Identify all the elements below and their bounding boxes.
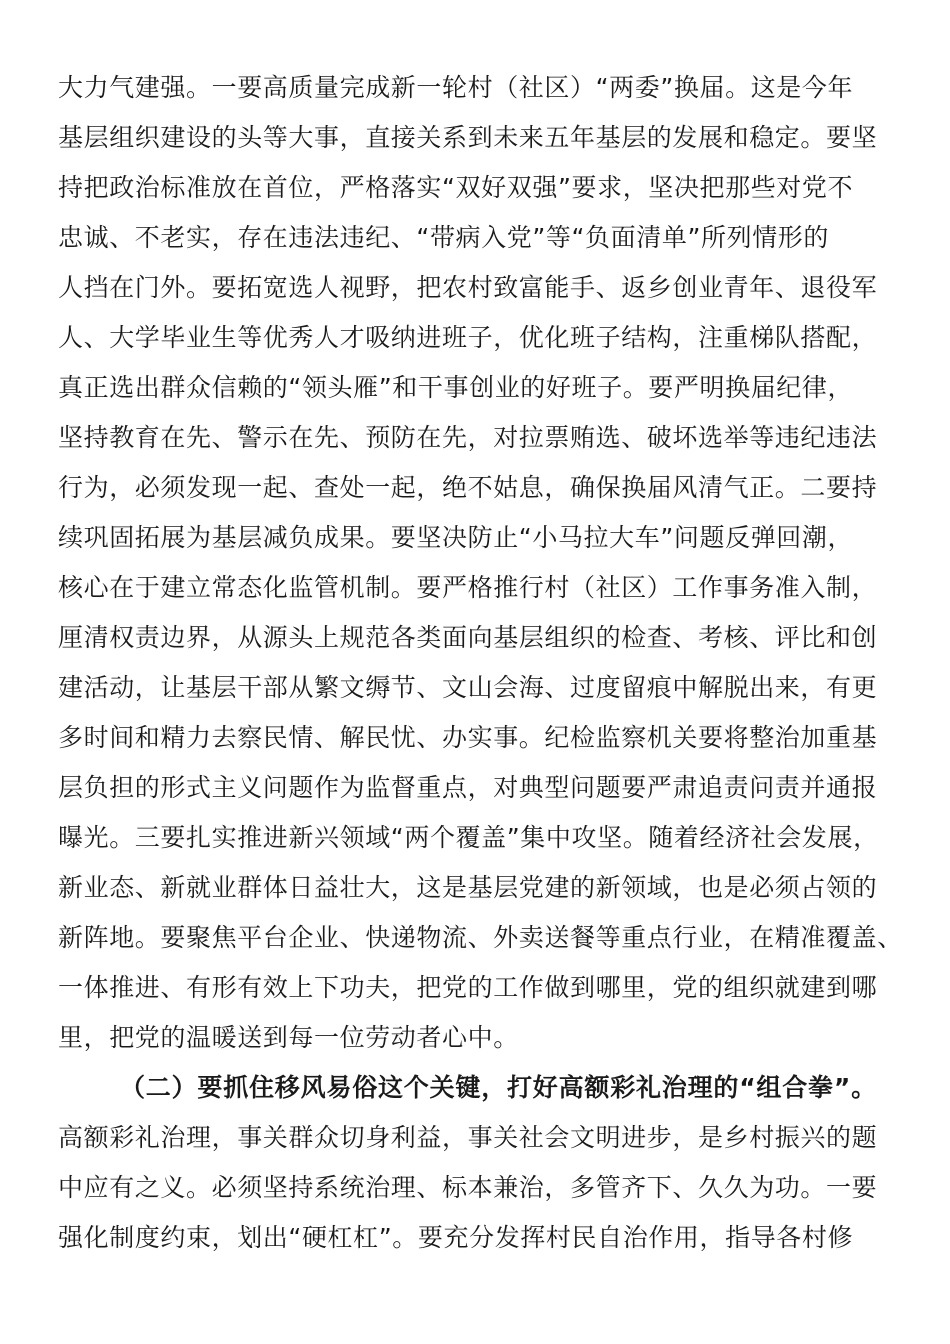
body-line-20: 里，把党的温暖送到每一位劳动者心中。 (58, 1023, 519, 1052)
body-line-15: 层负担的形式主义问题作为监督重点，对典型问题要严肃追责问责并通报 (58, 773, 878, 802)
body-line-10: 续巩固拓展为基层减负成果。要坚决防止“小马拉大车”问题反弹回潮， (58, 523, 854, 552)
body-line-7: 真正选出群众信赖的“领头雁”和干事创业的好班子。要严明换届纪律， (58, 373, 854, 402)
body-line-8: 坚持教育在先、警示在先、预防在先，对拉票贿选、破坏选举等违纪违法 (58, 423, 878, 452)
body-line-4: 忠诚、不老实，存在违法违纪、“带病入党”等“负面清单”所列情形的 (58, 223, 830, 252)
body-line-1: 大力气建强。一要高质量完成新一轮村（社区）“两委”换届。这是今年 (58, 73, 854, 102)
body-line-21: 高额彩礼治理，事关群众切身利益，事关社会文明进步，是乡村振兴的题 (58, 1123, 878, 1152)
section-heading: （二）要抓住移风易俗这个关键，打好高额彩礼治理的“组合拳”。 (120, 1073, 877, 1102)
body-line-12: 厘清权责边界，从源头上规范各类面向基层组织的检查、考核、评比和创 (58, 623, 878, 652)
body-line-19: 一体推进、有形有效上下功夫，把党的工作做到哪里，党的组织就建到哪 (58, 973, 878, 1002)
body-line-16: 曝光。三要扎实推进新兴领域“两个覆盖”集中攻坚。随着经济社会发展， (58, 823, 879, 852)
body-line-9: 行为，必须发现一起、查处一起，绝不姑息，确保换届风清气正。二要持 (58, 473, 878, 502)
body-line-5: 人挡在门外。要拓宽选人视野，把农村致富能手、返乡创业青年、退役军 (58, 273, 878, 302)
body-line-18: 新阵地。要聚焦平台企业、快递物流、外卖送餐等重点行业，在精准覆盖、 (58, 923, 903, 952)
body-line-6: 人、大学毕业生等优秀人才吸纳进班子，优化班子结构，注重梯队搭配， (58, 323, 878, 352)
body-line-14: 多时间和精力去察民情、解民忧、办实事。纪检监察机关要将整治加重基 (58, 723, 878, 752)
body-line-17: 新业态、新就业群体日益壮大，这是基层党建的新领域，也是必须占领的 (58, 873, 878, 902)
body-line-22: 中应有之义。必须坚持系统治理、标本兼治，多管齐下、久久为功。一要 (58, 1173, 878, 1202)
body-line-13: 建活动，让基层干部从繁文缛节、文山会海、过度留痕中解脱出来，有更 (58, 673, 878, 702)
body-line-3: 持把政治标准放在首位，严格落实“双好双强”要求，坚决把那些对党不 (58, 173, 854, 202)
body-line-11: 核心在于建立常态化监管机制。要严格推行村（社区）工作事务准入制， (58, 573, 878, 602)
body-line-23: 强化制度约束，划出“硬杠杠”。要充分发挥村民自治作用，指导各村修 (58, 1223, 854, 1252)
body-line-2: 基层组织建设的头等大事，直接关系到未来五年基层的发展和稳定。要坚 (58, 123, 878, 152)
